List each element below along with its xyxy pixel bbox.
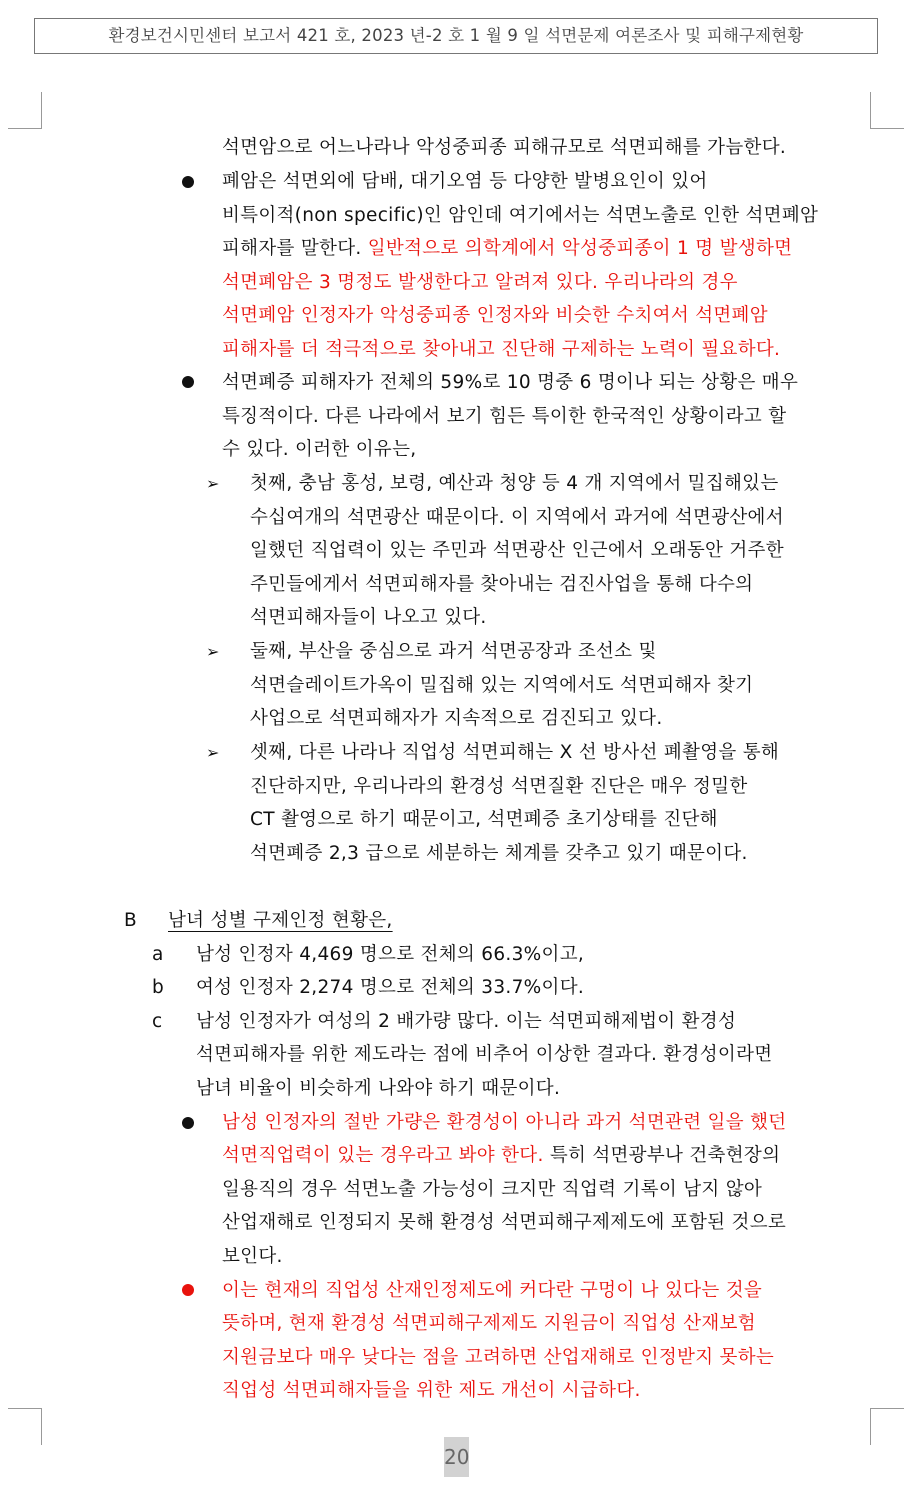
body-line: 사업으로 석면피해자가 지속적으로 검진되고 있다. [250, 708, 663, 729]
body-line: 석면폐증 2,3 급으로 세분하는 체계를 갖추고 있기 때문이다. [250, 843, 748, 864]
body-line: 첫째, 충남 홍성, 보령, 예산과 청양 등 4 개 지역에서 밀집해있는 [250, 473, 779, 494]
body-line: 주민들에게서 석면피해자를 찾아내는 검진사업을 통해 다수의 [250, 574, 754, 595]
crop-mark-top-right [870, 92, 904, 129]
body-line: 석면직업력이 있는 경우라고 봐야 한다. 특히 석면광부나 건축현장의 [222, 1145, 781, 1166]
body-line: 수 있다. 이러한 이유는, [222, 439, 417, 460]
crop-mark-bottom-left [8, 1408, 42, 1445]
body-line: CT 촬영으로 하기 때문이고, 석면폐증 초기상태를 진단해 [250, 809, 718, 830]
arrow-bullet-icon: ➢ [206, 642, 220, 661]
crop-mark-top-left [8, 92, 42, 129]
body-line: 보인다. [222, 1246, 283, 1267]
list-marker: c [152, 1011, 163, 1032]
bullet-dot-icon [182, 1117, 194, 1129]
section-marker: B [124, 910, 137, 931]
list-item: 남성 인정자 4,469 명으로 전체의 66.3%이고, [196, 944, 585, 965]
bullet-dot-icon [182, 1284, 194, 1296]
body-line: 석면폐증 피해자가 전체의 59%로 10 명중 6 명이나 되는 상황은 매우 [222, 372, 799, 393]
bullet-dot-icon [182, 176, 194, 188]
arrow-bullet-icon: ➢ [206, 474, 220, 493]
highlight-line: 석면폐암은 3 명정도 발생한다고 알려져 있다. 우리나라의 경우 [222, 272, 738, 293]
list-item: 석면피해자를 위한 제도라는 점에 비추어 이상한 결과다. 환경성이라면 [196, 1044, 773, 1065]
body-line: 비특이적(non specific)인 암인데 여기에서는 석면노출로 인한 석면폐암 [222, 205, 819, 226]
highlight-text: 일반적으로 의학계에서 악성중피종이 1 명 발생하면 [367, 238, 793, 259]
highlight-line: 석면폐암 인정자가 악성중피종 인정자와 비슷한 수치여서 석면폐암 [222, 305, 768, 326]
highlight-line: 피해자를 더 적극적으로 찾아내고 진단해 구제하는 노력이 필요하다. [222, 339, 781, 360]
body-line: 석면슬레이트가옥이 밀집해 있는 지역에서도 석면피해자 찾기 [250, 675, 754, 696]
body-line: 폐암은 석면외에 담배, 대기오염 등 다양한 발병요인이 있어 [222, 171, 708, 192]
body-line: 진단하지만, 우리나라의 환경성 석면질환 진단은 매우 정밀한 [250, 776, 748, 797]
body-line: 일했던 직업력이 있는 주민과 석면광산 인근에서 오래동안 거주한 [250, 540, 784, 561]
highlight-text: 석면직업력이 있는 경우라고 봐야 한다. [222, 1145, 544, 1166]
highlight-line: 직업성 석면피해자들을 위한 제도 개선이 시급하다. [222, 1380, 641, 1401]
body-line: 일용직의 경우 석면노출 가능성이 크지만 직업력 기록이 남지 않아 [222, 1179, 763, 1200]
list-marker: b [152, 977, 164, 998]
list-marker: a [152, 944, 164, 965]
arrow-bullet-icon: ➢ [206, 743, 220, 762]
body-line: 셋째, 다른 나라나 직업성 석면피해는 X 선 방사선 폐촬영을 통해 [250, 742, 780, 763]
bullet-dot-icon [182, 376, 194, 388]
list-item: 남성 인정자가 여성의 2 배가량 많다. 이는 석면피해제법이 환경성 [196, 1011, 737, 1032]
body-line: 수십여개의 석면광산 때문이다. 이 지역에서 과거에 석면광산에서 [250, 507, 784, 528]
body-line: 피해자를 말한다. 일반적으로 의학계에서 악성중피종이 1 명 발생하면 [222, 238, 793, 259]
highlight-line: 지원금보다 매우 낮다는 점을 고려하면 산업재해로 인정받지 못하는 [222, 1347, 775, 1368]
crop-mark-bottom-right [870, 1408, 904, 1445]
highlight-line: 이는 현재의 직업성 산재인정제도에 커다란 구멍이 나 있다는 것을 [222, 1280, 763, 1301]
highlight-line: 남성 인정자의 절반 가량은 환경성이 아니라 과거 석면관련 일을 했던 [222, 1112, 787, 1133]
section-title: 남녀 성별 구제인정 현황은, [168, 910, 393, 931]
highlight-line: 뜻하며, 현재 환경성 석면피해구제제도 지원금이 직업성 산재보험 [222, 1313, 756, 1334]
body-line: 특징적이다. 다른 나라에서 보기 힘든 특이한 한국적인 상황이라고 할 [222, 406, 787, 427]
body-line: 석면암으로 어느나라나 악성중피종 피해규모로 석면피해를 가늠한다. [222, 137, 787, 158]
page-number: 20 [444, 1437, 469, 1477]
body-line: 석면피해자들이 나오고 있다. [250, 607, 487, 628]
body-line: 산업재해로 인정되지 못해 환경성 석면피해구제제도에 포함된 것으로 [222, 1212, 787, 1233]
document-header: 환경보건시민센터 보고서 421 호, 2023 년-2 호 1 월 9 일 석면문제 여론조사 및 피해구제현황 [34, 18, 878, 54]
list-item: 남녀 비율이 비슷하게 나와야 하기 때문이다. [196, 1078, 561, 1099]
list-item: 여성 인정자 2,274 명으로 전체의 33.7%이다. [196, 977, 585, 998]
body-line: 둘째, 부산을 중심으로 과거 석면공장과 조선소 및 [250, 641, 657, 662]
